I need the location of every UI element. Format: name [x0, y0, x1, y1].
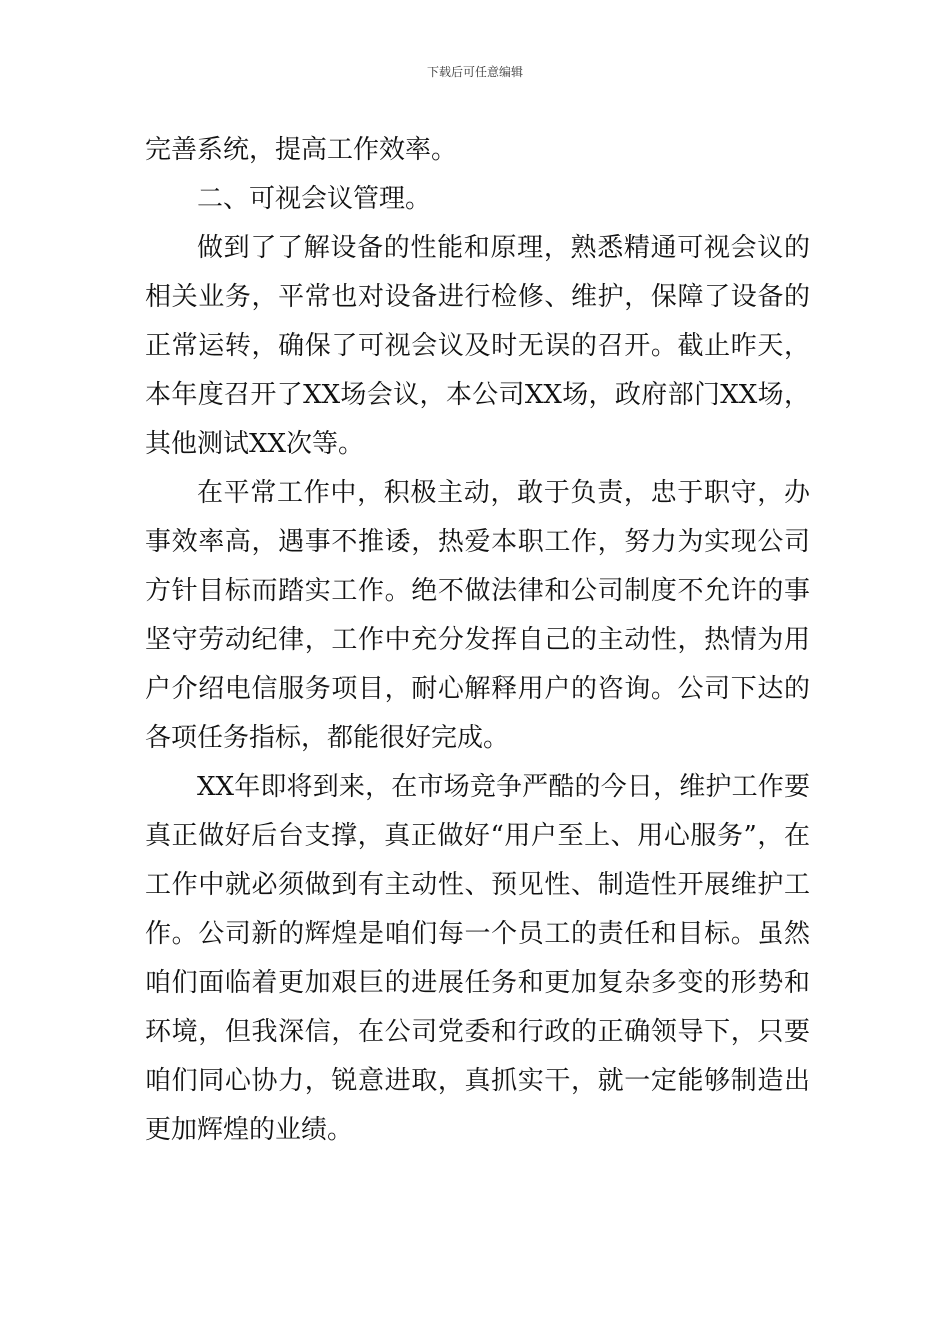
document-body — [145, 126, 810, 1155]
paragraph-continuation: 完善系统，提高工作效率。 — [145, 135, 458, 165]
section-heading: 二、可视会议管理。 — [197, 184, 432, 214]
paragraph: 在平常工作中，积极主动，敢于负责，忠于职守，办事效率高，遇事不推诿，热爱本职工作，努力为实现公司方针目标而踏实工作。绝不做法律和公司制度不允许的事坚守劳动纪律，工作中充分发挥自己的主动性，热情为用户介绍电信服务项目，耐心解释用户的咨询。公司下达的各项任务指标，都能很好完成。 — [145, 478, 810, 753]
page-header: 下载后可任意编辑 — [426, 65, 523, 79]
paragraph: 做到了了解设备的性能和原理，熟悉精通可视会议的相关业务，平常也对设备进行检修、维护，保障了设备的正常运转，确保了可视会议及时无误的召开。截止昨天，本年度召开了XX场会议，本公司XX场，政府部门XX场，其他测试XX次等。 — [145, 233, 810, 459]
paragraph: XX年即将到来，在市场竞争严酷的今日，维护工作要真正做好后台支撑，真正做好“用户至上、用心服务”，在工作中就必须做到有主动性、预见性、制造性开展维护工作。公司新的辉煌是咱们每一个员工的责任和目标。虽然咱们面临着更加艰巨的进展任务和更加复杂多变的形势和环境，但我深信，在公司党委和行政的正确领导下，只要咱们同心协力，锐意进取，真抓实干，就一定能够制造出更加辉煌的业绩。 — [145, 772, 810, 1145]
